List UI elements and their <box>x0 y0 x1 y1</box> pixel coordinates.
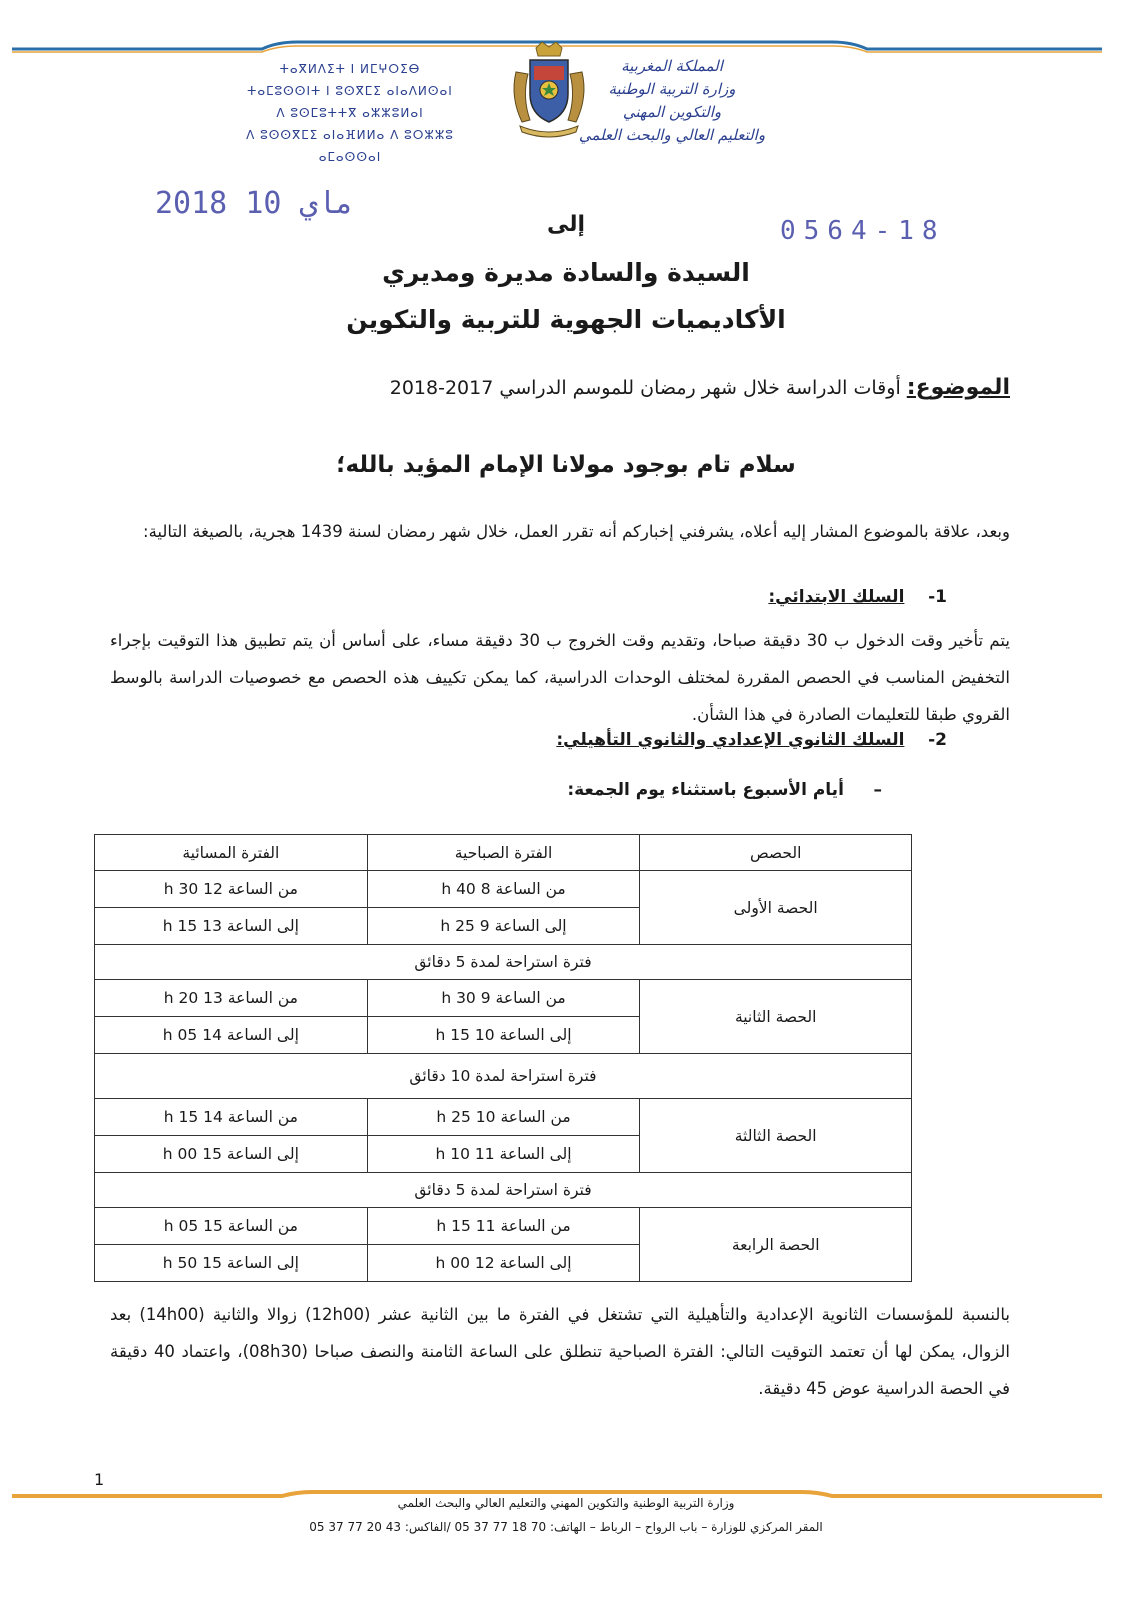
bullet-dash: – <box>873 780 882 800</box>
afternoon-to: إلى الساعة 15 h 50 <box>95 1245 368 1282</box>
reference-number-stamp: 0564-18 <box>780 216 946 246</box>
section-2-title: السلك الثانوي الإعدادي والثانوي التأهيلي: <box>556 730 905 750</box>
date-stamp: 2018 ماي 10 <box>155 186 354 221</box>
header-afternoon: الفترة المسائية <box>95 835 368 871</box>
section-2-heading <box>556 730 947 750</box>
tifinagh-line: ⴷ ⵓⵙⵎⵓⵜⵜⴳ ⴰⵣⵣⵓⵍⴰⵏ <box>276 106 424 120</box>
session-name: الحصة الثانية <box>640 980 912 1054</box>
tifinagh-line: ⴷ ⵓⵙⵙⴳⵎⵉ ⴰⵏⴰⴼⵍⵍⴰ ⴷ ⵓⵔⵣⵣⵓ ⴰⵎⴰⵙⵙⴰⵏ <box>246 128 454 164</box>
tifinagh-line: ⵜⴰⵎⵓⵙⵙⵏⵜ ⵏ ⵓⵙⴳⵎⵉ ⴰⵏⴰⴷⵍⵙⴰⵏ <box>247 84 453 98</box>
break-label: فترة استراحة لمدة 5 دقائق <box>95 1173 912 1208</box>
morning-from: من الساعة 9 h 30 <box>367 980 640 1017</box>
tifinagh-line: ⵜⴰⴳⵍⴷⵉⵜ ⵏ ⵍⵎⵖⵔⵉⴱ <box>279 62 421 76</box>
break-label: فترة استراحة لمدة 5 دقائق <box>95 945 912 980</box>
session-name: الحصة الرابعة <box>640 1208 912 1282</box>
morning-from: من الساعة 8 h 40 <box>367 871 640 908</box>
table-row <box>95 1099 912 1136</box>
afternoon-from: من الساعة 13 h 20 <box>95 980 368 1017</box>
table-row <box>95 980 912 1017</box>
ministry-tifinagh-header <box>230 58 470 168</box>
subject-text: أوقات الدراسة خلال شهر رمضان للموسم الدراسي 2017-2018 <box>389 377 901 399</box>
break-row <box>95 1054 912 1099</box>
table-row <box>95 871 912 908</box>
header-morning: الفترة الصباحية <box>367 835 640 871</box>
footer-address: المقر المركزي للوزارة – باب الرواح – الرباط – الهاتف: 70 18 77 37 05 /الفاكس: 43 20 77 37 05 <box>309 1520 823 1534</box>
intro-paragraph: وبعد، علاقة بالموضوع المشار إليه أعلاه، يشرفني إخباركم أنه تقرر العمل، خلال شهر رمضان لسنة 1439 هجرية، بالصيغة التالية: <box>143 522 1010 541</box>
morning-to: إلى الساعة 9 h 25 <box>367 908 640 945</box>
session-name: الحصة الأولى <box>640 871 912 945</box>
break-row <box>95 1173 912 1208</box>
afternoon-from: من الساعة 14 h 15 <box>95 1099 368 1136</box>
section-1-number: 1- <box>928 587 947 607</box>
section-1-paragraph: يتم تأخير وقت الدخول ب 30 دقيقة صباحا، وتقديم وقت الخروج ب 30 دقيقة مساء، على أساس أن يتم تطبيق هذا التوقيت بإجراء التخفيض المناسب في الحصص المقررة لمختلف الوحدات الدراسية، كما يمكن تكييف هذه الحصص مع خصوصيات الدراسة بالوسط القروي طبقا للتعليمات الصادرة في هذا الشأن. <box>110 631 1010 724</box>
subject-label: الموضوع: <box>906 375 1010 400</box>
addressee-line-1: السيدة والسادة مديرة ومديري <box>382 258 750 287</box>
bullet-text: أيام الأسبوع باستثناء يوم الجمعة: <box>567 780 844 800</box>
table-header-row <box>95 835 912 871</box>
morning-from: من الساعة 10 h 25 <box>367 1099 640 1136</box>
break-label: فترة استراحة لمدة 10 دقائق <box>95 1054 912 1099</box>
morning-from: من الساعة 11 h 15 <box>367 1208 640 1245</box>
ministry-line: وزارة التربية الوطنية <box>608 80 736 98</box>
morning-to: إلى الساعة 10 h 15 <box>367 1017 640 1054</box>
table-row <box>95 1208 912 1245</box>
schedule-table <box>94 834 912 1282</box>
break-row <box>95 945 912 980</box>
closing-paragraph: بالنسبة للمؤسسات الثانوية الإعدادية والتأهيلية التي تشتغل في الفترة ما بين الثانية عشر (12h00) زوالا والثانية (14h00) بعد الزوال، يمكن لها أن تعتمد التوقيت التالي: الفترة الصباحية تنطلق على الساعة الثامنة والنصف صباحا (08h30)، واعتماد 40 دقيقة في الحصة الدراسية عوض 45 دقيقة. <box>110 1305 1010 1398</box>
morning-to: إلى الساعة 11 h 10 <box>367 1136 640 1173</box>
ministry-line: والتعليم العالي والبحث العلمي <box>578 126 766 144</box>
weekday-bullet <box>567 780 882 800</box>
section-1-heading <box>768 587 947 607</box>
header-sessions: الحصص <box>640 835 912 871</box>
afternoon-from: من الساعة 12 h 30 <box>95 871 368 908</box>
afternoon-to: إلى الساعة 13 h 15 <box>95 908 368 945</box>
ministry-line: المملكة المغربية <box>621 57 723 75</box>
afternoon-to: إلى الساعة 14 h 05 <box>95 1017 368 1054</box>
addressee-line-2: الأكاديميات الجهوية للتربية والتكوين <box>346 305 786 334</box>
ministry-line: والتكوين المهني <box>622 103 722 121</box>
session-name: الحصة الثالثة <box>640 1099 912 1173</box>
page-number: 1 <box>94 1470 105 1489</box>
addressee-to: إلى <box>546 212 586 237</box>
subject-line <box>330 375 1010 400</box>
section-1-title: السلك الابتدائي: <box>768 587 905 607</box>
greeting: سلام تام بوجود مولانا الإمام المؤيد بالله؛ <box>336 452 796 478</box>
section-2-number: 2- <box>928 730 947 750</box>
afternoon-to: إلى الساعة 15 h 00 <box>95 1136 368 1173</box>
royal-coat-of-arms-icon <box>508 42 590 138</box>
morning-to: إلى الساعة 12 h 00 <box>367 1245 640 1282</box>
afternoon-from: من الساعة 15 h 05 <box>95 1208 368 1245</box>
footer-ministry: وزارة التربية الوطنية والتكوين المهني والتعليم العالي والبحث العلمي <box>397 1496 735 1510</box>
